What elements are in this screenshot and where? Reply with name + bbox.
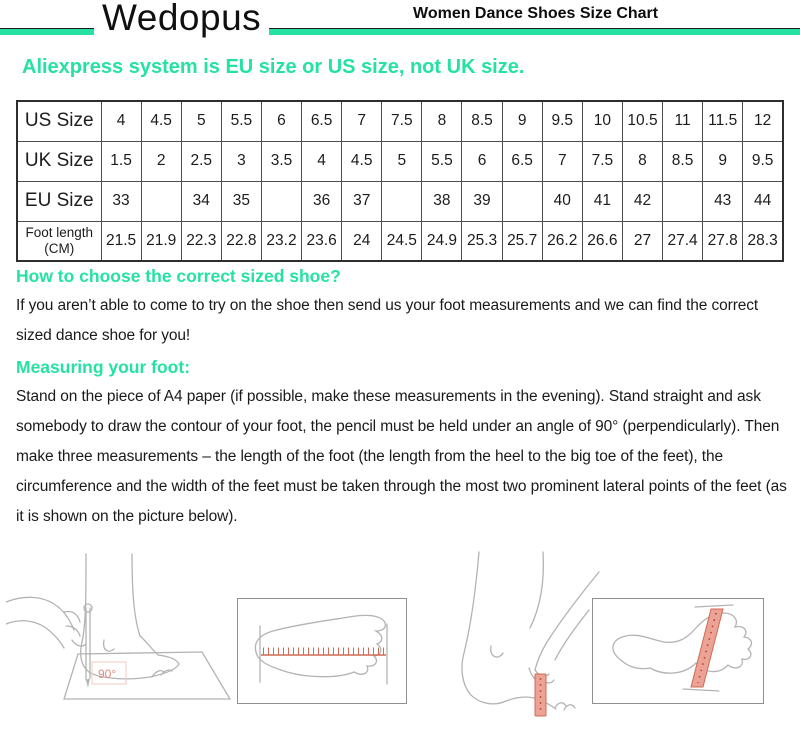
size-cell: 22.3 bbox=[181, 221, 221, 261]
size-cell: 39 bbox=[462, 181, 502, 221]
size-cell: 8 bbox=[422, 101, 462, 141]
size-cell: 6 bbox=[261, 101, 301, 141]
section-body-choose: If you aren’t able to come to try on the shoe then send us your foot measurements and we can find the correct sized dance shoe for you! bbox=[16, 297, 759, 344]
size-cell: 8.5 bbox=[462, 101, 502, 141]
size-cell: 27.4 bbox=[663, 221, 703, 261]
size-cell bbox=[502, 181, 542, 221]
size-cell: 27 bbox=[622, 221, 662, 261]
size-cell: 6.5 bbox=[302, 101, 342, 141]
size-cell: 9 bbox=[703, 141, 743, 181]
size-cell: 24.5 bbox=[382, 221, 422, 261]
size-cell: 2 bbox=[141, 141, 181, 181]
instructions bbox=[16, 266, 790, 535]
size-cell: 10 bbox=[582, 101, 622, 141]
measurement-illustrations bbox=[0, 540, 800, 734]
section-heading-choose: How to choose the correct sized shoe? bbox=[16, 266, 341, 286]
size-cell: 11.5 bbox=[703, 101, 743, 141]
row-label: US Size bbox=[17, 101, 101, 141]
size-cell bbox=[261, 181, 301, 221]
size-cell: 34 bbox=[181, 181, 221, 221]
size-cell: 12 bbox=[743, 101, 783, 141]
size-cell: 5 bbox=[382, 141, 422, 181]
figure-foot-contour-pencil-icon bbox=[6, 542, 231, 712]
size-table-tbody bbox=[17, 101, 783, 261]
size-cell: 21.9 bbox=[141, 221, 181, 261]
size-table bbox=[16, 100, 784, 262]
size-cell: 24.9 bbox=[422, 221, 462, 261]
size-cell: 42 bbox=[622, 181, 662, 221]
size-cell: 7 bbox=[542, 141, 582, 181]
size-cell: 4 bbox=[302, 141, 342, 181]
size-cell: 2.5 bbox=[181, 141, 221, 181]
table-row bbox=[17, 181, 783, 221]
section-body-measuring: Stand on the piece of A4 paper (if possible, make these measurements in the evening). Stand straight and ask somebody to draw the contour of your foot, the pencil must be held under an angle of 90° (perpendicularly). Then make three measurements – the length of the foot (the length from the heel to the big toe of the feet), the circumference and the width of the feet must be taken through the most two prominent lateral points of the feet (as it is shown on the picture below). bbox=[16, 388, 787, 525]
size-cell: 27.8 bbox=[703, 221, 743, 261]
size-cell: 4.5 bbox=[342, 141, 382, 181]
size-cell: 40 bbox=[542, 181, 582, 221]
size-cell bbox=[141, 181, 181, 221]
size-cell: 5 bbox=[181, 101, 221, 141]
page-title: Women Dance Shoes Size Chart bbox=[413, 5, 659, 22]
size-cell: 38 bbox=[422, 181, 462, 221]
size-cell: 7.5 bbox=[382, 101, 422, 141]
table-row bbox=[17, 221, 783, 261]
size-cell: 21.5 bbox=[101, 221, 141, 261]
size-cell: 23.6 bbox=[302, 221, 342, 261]
row-label: Foot length (CM) bbox=[17, 221, 101, 261]
figure-foot-width-tape-icon bbox=[592, 598, 764, 704]
size-cell: 9.5 bbox=[743, 141, 783, 181]
size-cell: 37 bbox=[342, 181, 382, 221]
row-label: EU Size bbox=[17, 181, 101, 221]
size-cell: 10.5 bbox=[622, 101, 662, 141]
size-cell: 44 bbox=[743, 181, 783, 221]
size-cell: 7.5 bbox=[582, 141, 622, 181]
size-cell: 36 bbox=[302, 181, 342, 221]
size-cell: 33 bbox=[101, 181, 141, 221]
size-cell: 25.7 bbox=[502, 221, 542, 261]
size-cell: 9.5 bbox=[542, 101, 582, 141]
size-cell: 6.5 bbox=[502, 141, 542, 181]
size-cell: 11 bbox=[663, 101, 703, 141]
size-cell bbox=[663, 181, 703, 221]
section-heading-measuring: Measuring your foot: bbox=[16, 357, 191, 377]
size-cell: 5.5 bbox=[221, 101, 261, 141]
header bbox=[0, 0, 800, 40]
size-cell: 35 bbox=[221, 181, 261, 221]
size-cell: 4.5 bbox=[141, 101, 181, 141]
table-row bbox=[17, 101, 783, 141]
size-cell: 8 bbox=[622, 141, 662, 181]
table-row bbox=[17, 141, 783, 181]
size-cell: 41 bbox=[582, 181, 622, 221]
size-cell: 43 bbox=[703, 181, 743, 221]
size-cell: 24 bbox=[342, 221, 382, 261]
size-cell: 25.3 bbox=[462, 221, 502, 261]
size-cell: 3 bbox=[221, 141, 261, 181]
size-cell: 26.6 bbox=[582, 221, 622, 261]
size-cell bbox=[382, 181, 422, 221]
figure-foot-length-ruler-icon bbox=[237, 598, 407, 704]
size-cell: 22.8 bbox=[221, 221, 261, 261]
size-cell: 26.2 bbox=[542, 221, 582, 261]
size-cell: 6 bbox=[462, 141, 502, 181]
brand-logo: Wedopus bbox=[94, 0, 269, 43]
size-cell: 1.5 bbox=[101, 141, 141, 181]
row-label: UK Size bbox=[17, 141, 101, 181]
sizing-notice: Aliexpress system is EU size or US size, not UK size. bbox=[22, 56, 525, 78]
size-cell: 23.2 bbox=[261, 221, 301, 261]
figure-foot-circumference-tape-icon bbox=[437, 548, 602, 720]
size-cell: 7 bbox=[342, 101, 382, 141]
size-cell: 3.5 bbox=[261, 141, 301, 181]
size-cell: 28.3 bbox=[743, 221, 783, 261]
size-cell: 9 bbox=[502, 101, 542, 141]
size-cell: 5.5 bbox=[422, 141, 462, 181]
angle-90-label: 90° bbox=[98, 667, 117, 681]
size-cell: 4 bbox=[101, 101, 141, 141]
size-cell: 8.5 bbox=[663, 141, 703, 181]
